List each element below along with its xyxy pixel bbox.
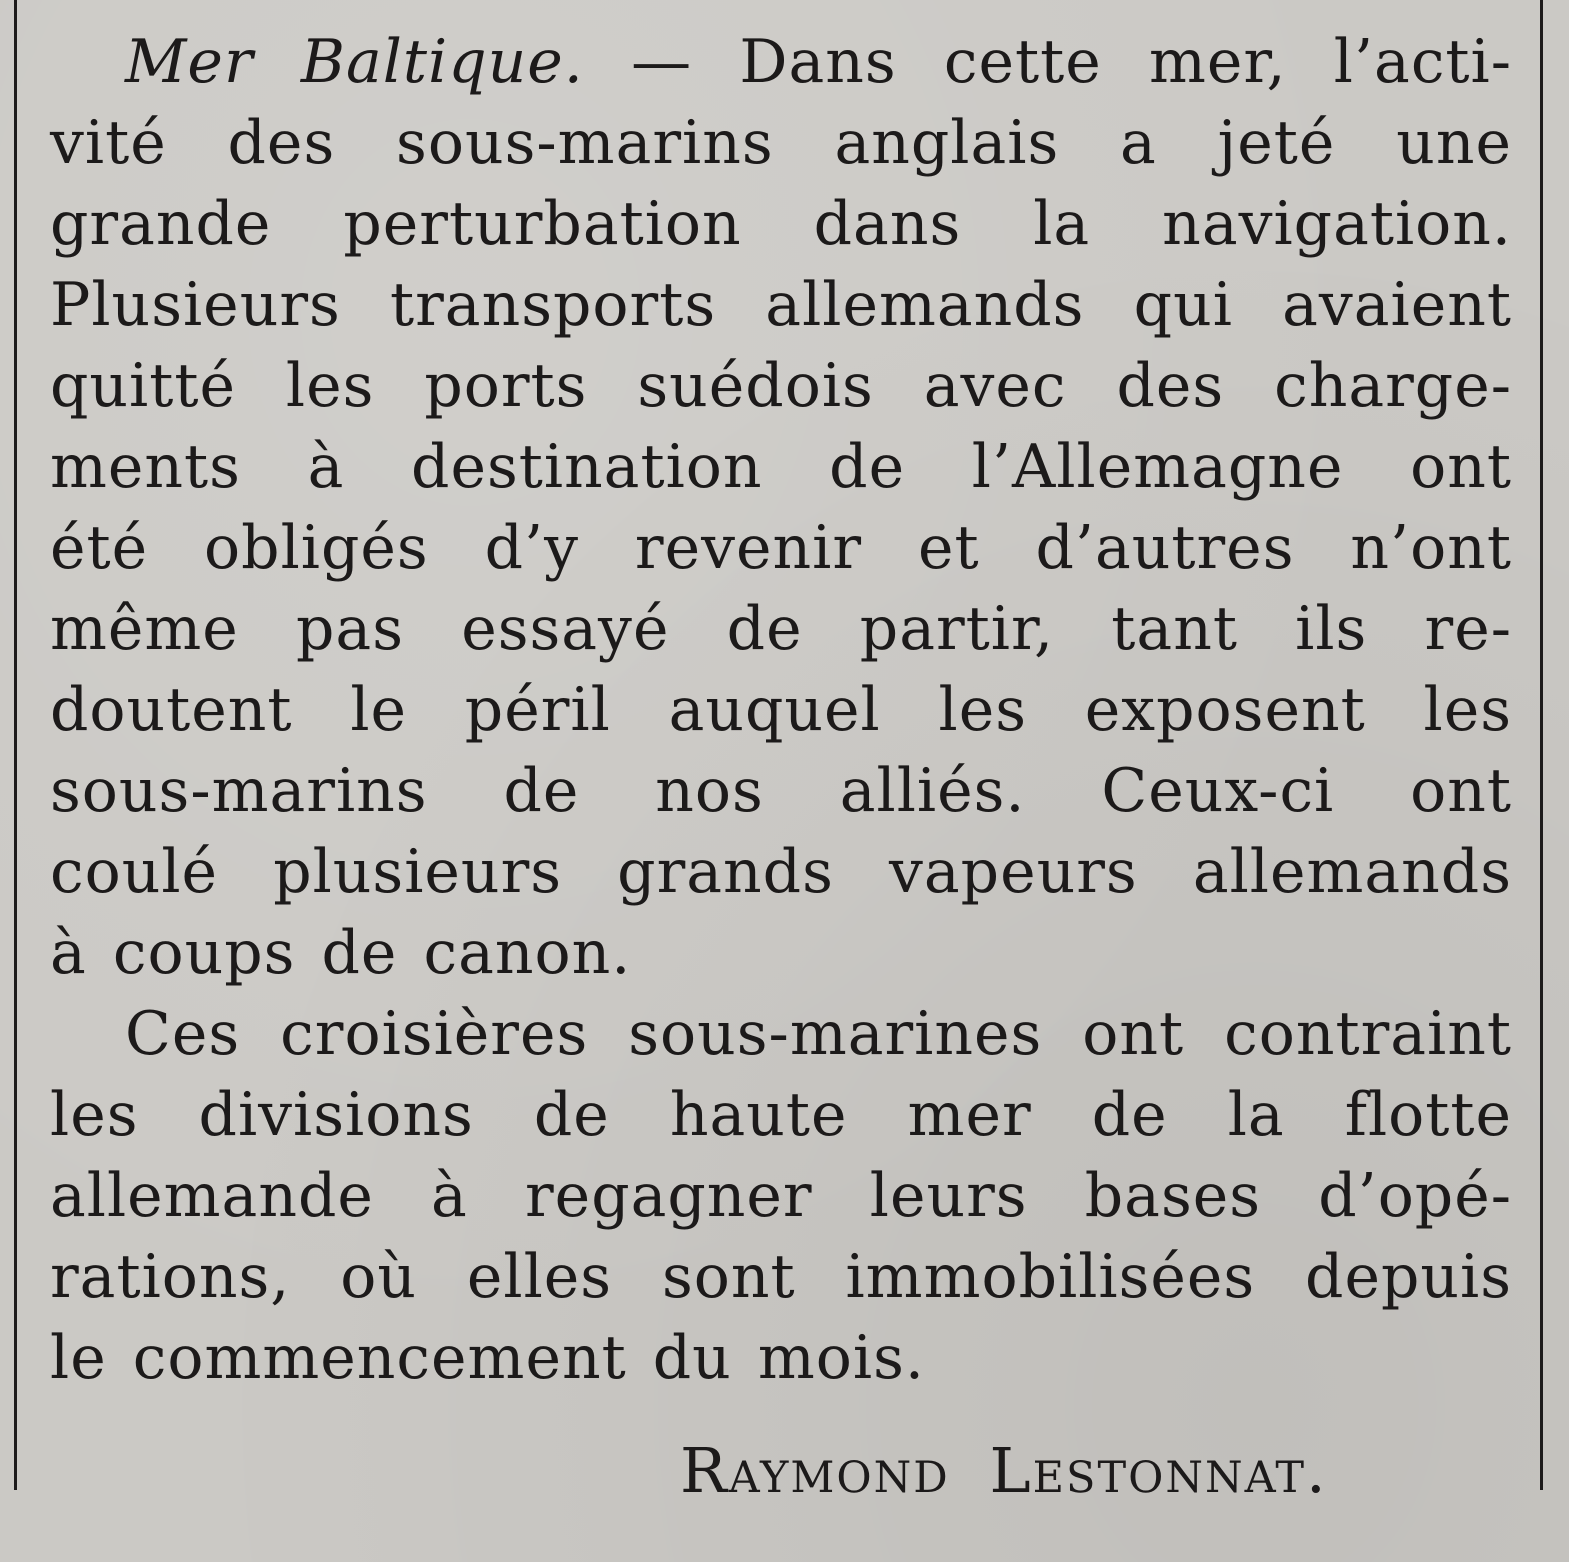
section-heading: Mer Baltique. (125, 27, 584, 97)
article-line: grande perturbation dans la navigation. (50, 189, 1512, 259)
column-rule-right (1540, 0, 1543, 1490)
article-line: les divisions de haute mer de la flotte (50, 1080, 1512, 1150)
article-line: doutent le péril auquel les exposent les (50, 675, 1512, 745)
article-line: Mer Baltique. — Dans cette mer, l’acti- (125, 27, 1512, 97)
article-column (50, 22, 1512, 1399)
article-line: même pas essayé de partir, tant ils re- (50, 594, 1512, 664)
article-line: rations, où elles sont immobilisées depuis (50, 1242, 1512, 1312)
article-line: allemande à regagner leurs bases d’opé- (50, 1161, 1512, 1231)
paragraph-2 (50, 994, 1512, 1399)
article-line: Plusieurs transports allemands qui avaient (50, 270, 1512, 340)
article-line: ments à destination de l’Allemagne ont (50, 432, 1512, 502)
article-line: le commencement du mois. (50, 1323, 925, 1393)
article-line: quitté les ports suédois avec des charge- (50, 351, 1512, 421)
article-line: vité des sous-marins anglais a jeté une (50, 108, 1512, 178)
column-rule-left (14, 0, 17, 1490)
article-line: Ces croisières sous-marines ont contraint (125, 999, 1512, 1069)
article-line: sous-marins de nos alliés. Ceux-ci ont (50, 756, 1512, 826)
article-line: été obligés d’y revenir et d’autres n’ont (50, 513, 1512, 583)
article-line: à coups de canon. (50, 918, 632, 988)
article-line: coulé plusieurs grands vapeurs allemands (50, 837, 1512, 907)
author-signature: Raymond Lestonnat. (680, 1434, 1328, 1507)
paragraph-1 (50, 22, 1512, 994)
